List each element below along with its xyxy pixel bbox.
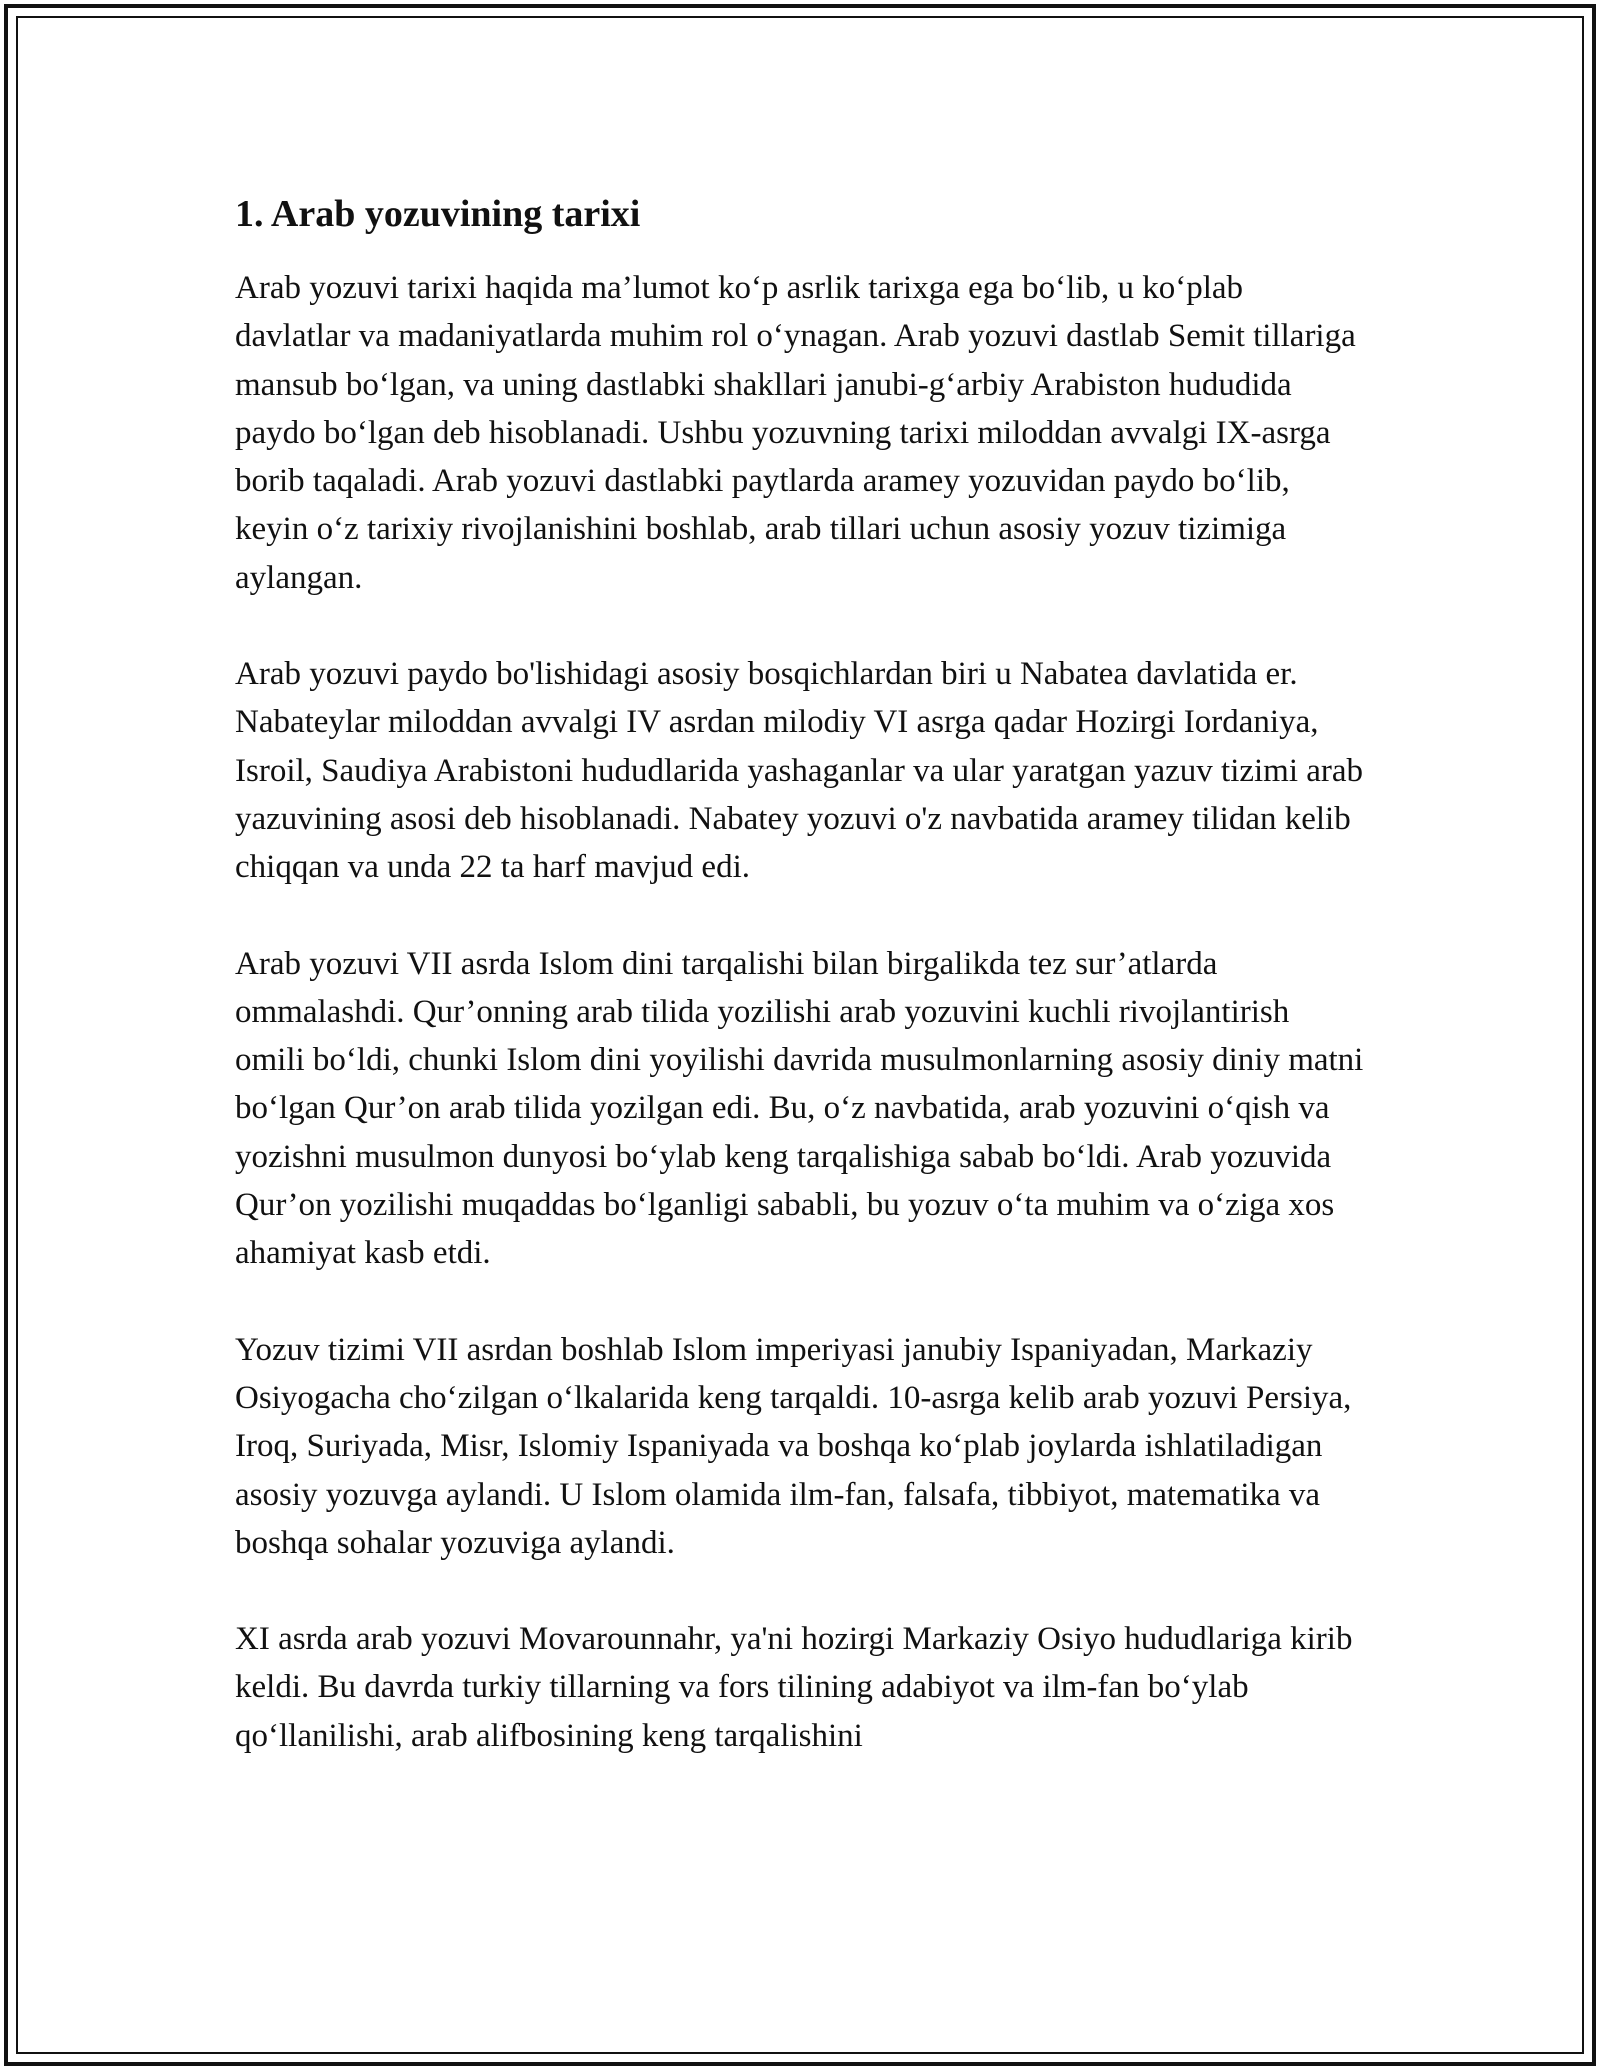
paragraph-1: Arab yozuvi tarixi haqida ma’lumot ko‘p asrlik tarixga ega bo‘lib, u ko‘plab davlatlar va madaniyatlarda muhim rol o‘ynagan. Arab yozuvi dastlab Semit tillariga mansub bo‘lgan, va uning dastlabki shakllari janubi-g‘arbiy Arabiston hududida paydo bo‘lgan deb hisoblanadi. Ushbu yozuvning tarixi miloddan avvalgi IX-asrga borib taqaladi. Arab yozuvi dastlabki paytlarda aramey yozuvidan paydo bo‘lib, keyin o‘z tarixiy rivojlanishini boshlab, arab tillari uchun asosiy yozuv tizimiga aylangan. (235, 270, 1356, 596)
paragraph-4: Yozuv tizimi VII asrdan boshlab Islom imperiyasi janubiy Ispaniyadan, Markaziy Osiyogacha cho‘zilgan o‘lkalarida keng tarqaldi. 10-asrga kelib arab yozuvi Persiya, Iroq, Suriyada, Misr, Islomiy Ispaniyada va boshqa ko‘plab joylarda ishlatiladigan asosiy yozuvga aylandi. U Islom olamida ilm-fan, falsafa, tibbiyot, matematika va boshqa sohalar yozuviga aylandi. (235, 1331, 1352, 1561)
paragraph-2: Arab yozuvi paydo bo'lishidagi asosiy bosqichlardan biri u Nabatea davlatida er. Nabateylar miloddan avvalgi IV asrdan milodiy VI asrga qadar Hozirgi Iordaniya, Isroil, Saudiya Arabistoni hududlarida yashaganlar va ular yaratgan yazuv tizimi arab yazuvining asosi deb hisoblanadi. Nabatey yozuvi o'z navbatida aramey tilidan kelib chiqqan va unda 22 ta harf mavjud edi. (235, 656, 1364, 886)
document-body (235, 188, 1365, 1760)
paragraph-3: Arab yozuvi VII asrda Islom dini tarqalishi bilan birgalikda tez sur’atlarda ommalashdi. Qur’onning arab tilida yozilishi arab yozuvini kuchli rivojlantirish omili bo‘ldi, chunki Islom dini yoyilishi davrida musulmonlarning asosiy diniy matni bo‘lgan Qur’on arab tilida yozilgan edi. Bu, o‘z navbatida, arab yozuvini o‘qish va yozishni musulmon dunyosi bo‘ylab keng tarqalishiga sabab bo‘ldi. Arab yozuvida Qur’on yozilishi muqaddas bo‘lganligi sababli, bu yozuv o‘ta muhim va o‘ziga xos ahamiyat kasb etdi. (235, 945, 1364, 1272)
paragraph-5: XI asrda arab yozuvi Movarounnahr, ya'ni hozirgi Markaziy Osiyo hududlariga kirib keldi. Bu davrda turkiy tillarning va fors tilining adabiyot va ilm-fan bo‘ylab qo‘llanilishi, arab alifbosining keng tarqalishini (235, 1621, 1353, 1754)
section-heading: 1. Arab yozuvining tarixi (235, 193, 641, 235)
